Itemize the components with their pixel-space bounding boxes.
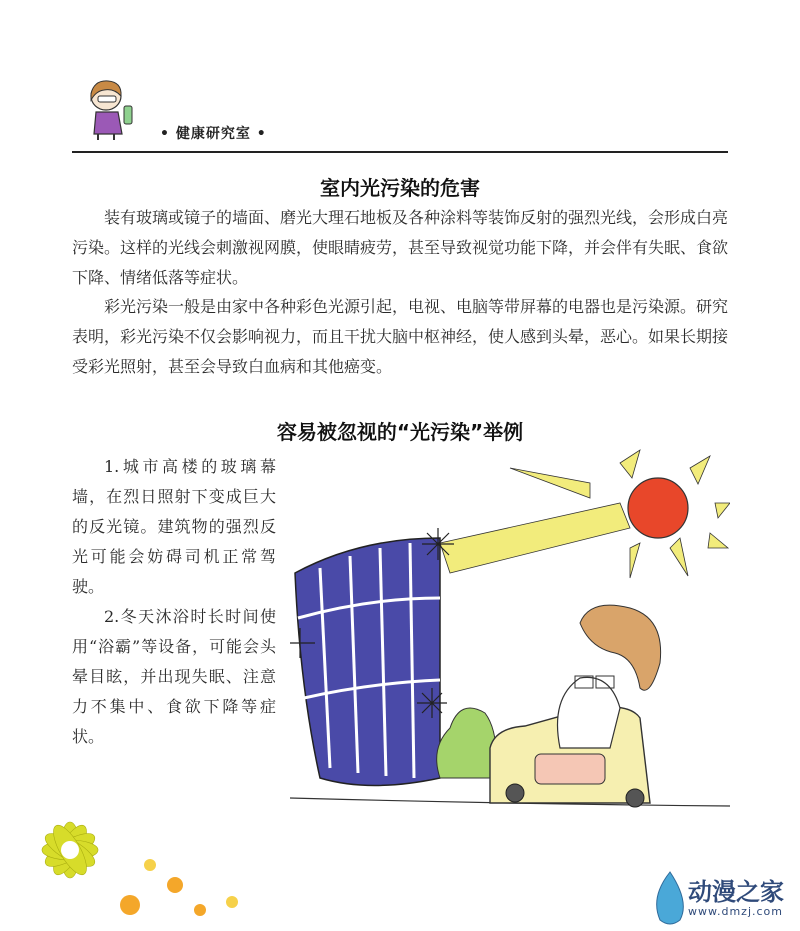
article-paragraph: 彩光污染一般是由家中各种彩色光源引起，电视、电脑等带屏幕的电器也是污染源。研究表明，彩光污染不仅会影响视力，而且干扰大脑中枢神经，使人感到头晕，恶心。如果长期接受彩光照射，甚至会导致白血病和其他癌变。 xyxy=(72,297,729,376)
header-divider xyxy=(72,151,728,153)
watermark-url: www.dmzj.com xyxy=(688,905,783,918)
watermark-name: 动漫之家 xyxy=(688,878,784,906)
article-title: 室内光污染的危害 xyxy=(320,176,480,200)
section-label: • 健康研究室 • xyxy=(160,126,267,142)
examples-title: 容易被忽视的“光污染”举例 xyxy=(276,420,524,444)
example-item: 1.城市高楼的玻璃幕墙，在烈日照射下变成巨大的反光镜。建筑物的强烈反光可能会妨碍司机正常驾驶。 xyxy=(72,457,276,596)
decorative-flowers xyxy=(10,810,260,931)
example-item: 2.冬天沐浴时长时间使用“浴霸”等设备，可能会头晕目眩，并出现失眠、注意力不集中、食欲下降等症状。 xyxy=(72,607,276,746)
article-paragraph: 装有玻璃或镜子的墙面、磨光大理石地板及各种涂料等装饰反射的强烈光线，会形成白亮污染。这样的光线会刺激视网膜，使眼睛疲劳，甚至导致视觉功能下降，并会伴有失眠、食欲下降、情绪低落等症状。 xyxy=(72,208,729,287)
light-pollution-illustration xyxy=(290,448,730,820)
header-mascot-illustration xyxy=(78,76,140,142)
